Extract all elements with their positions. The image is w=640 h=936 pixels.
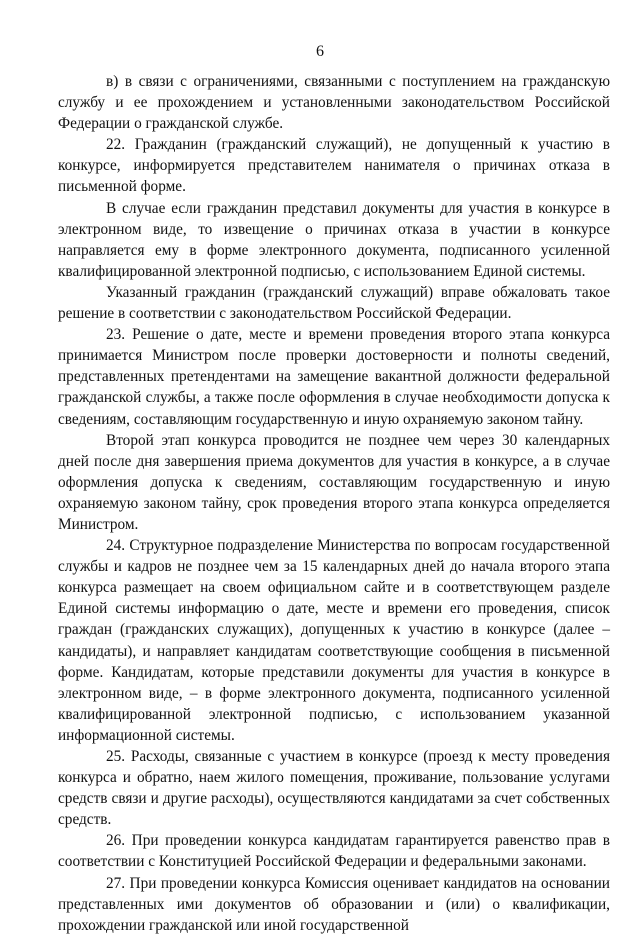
document-body: [58, 71, 610, 936]
paragraph: в) в связи с ограничениями, связанными с поступлением на гражданскую службу и ее прохождением и установленными законодательством Российской Федерации о гражданской службе.: [58, 73, 610, 133]
paragraph: Второй этап конкурса проводится не позднее чем через 30 календарных дней после дня завершения приема документов для участия в конкурсе, а в случае оформления допуска к сведениям, составляющим государственную и иную охраняемую законом тайну, срок проведения второго этапа конкурса определяется Министром.: [58, 431, 610, 533]
paragraph: 26. При проведении конкурса кандидатам гарантируется равенство прав в соответствии с Конституцией Российской Федерации и федеральными законами.: [58, 832, 610, 871]
paragraph: 25. Расходы, связанные с участием в конкурсе (проезд к месту проведения конкурса и обратно, наем жилого помещения, проживание, пользование услугами средств связи и другие расходы), осуществляются кандидатами за счет собственных средств.: [58, 748, 610, 829]
paragraph: 22. Гражданин (гражданский служащий), не допущенный к участию в конкурсе, информируется представителем нанимателя о причинах отказа в письменной форме.: [58, 136, 610, 196]
paragraph: 24. Структурное подразделение Министерства по вопросам государственной службы и кадров не позднее чем за 15 календарных дней до начала второго этапа конкурса размещает на своем официальном сайте и в соответствующем разделе Единой системы информацию о дате, месте и времени его проведения, список граждан (гражданских служащих), допущенных к участию в конкурсе (далее – кандидаты), и направляет кандидатам соответствующие сообщения в письменной форме. Кандидатам, которые представили документы для участия в конкурсе в электронном виде, – в форме электронного документа, подписанного усиленной квалифицированной электронной подписью, с использованием указанной информационной системы.: [58, 537, 610, 744]
paragraph: 27. При проведении конкурса Комиссия оценивает кандидатов на основании представленных ими документов об образовании и (или) о квалификации, прохождении гражданской или иной государственной: [58, 874, 610, 934]
paragraph: 23. Решение о дате, месте и времени проведения второго этапа конкурса принимается Министром после проверки достоверности и полноты сведений, представленных претендентами на замещение вакантной должности федеральной гражданской службы, а также после оформления в случае необходимости допуска к сведениям, составляющим государственную и иную охраняемую законом тайну.: [58, 326, 610, 428]
page-number: 6: [316, 43, 324, 60]
paragraph: Указанный гражданин (гражданский служащий) вправе обжаловать такое решение в соответствии с законодательством Российской Федерации.: [58, 283, 610, 323]
paragraph: В случае если гражданин представил документы для участия в конкурсе в электронном виде, то извещение о причинах отказа в участии в конкурсе направляется ему в форме электронного документа, подписанного усиленной квалифицированной электронной подписью, с использованием Единой системы.: [58, 199, 610, 280]
